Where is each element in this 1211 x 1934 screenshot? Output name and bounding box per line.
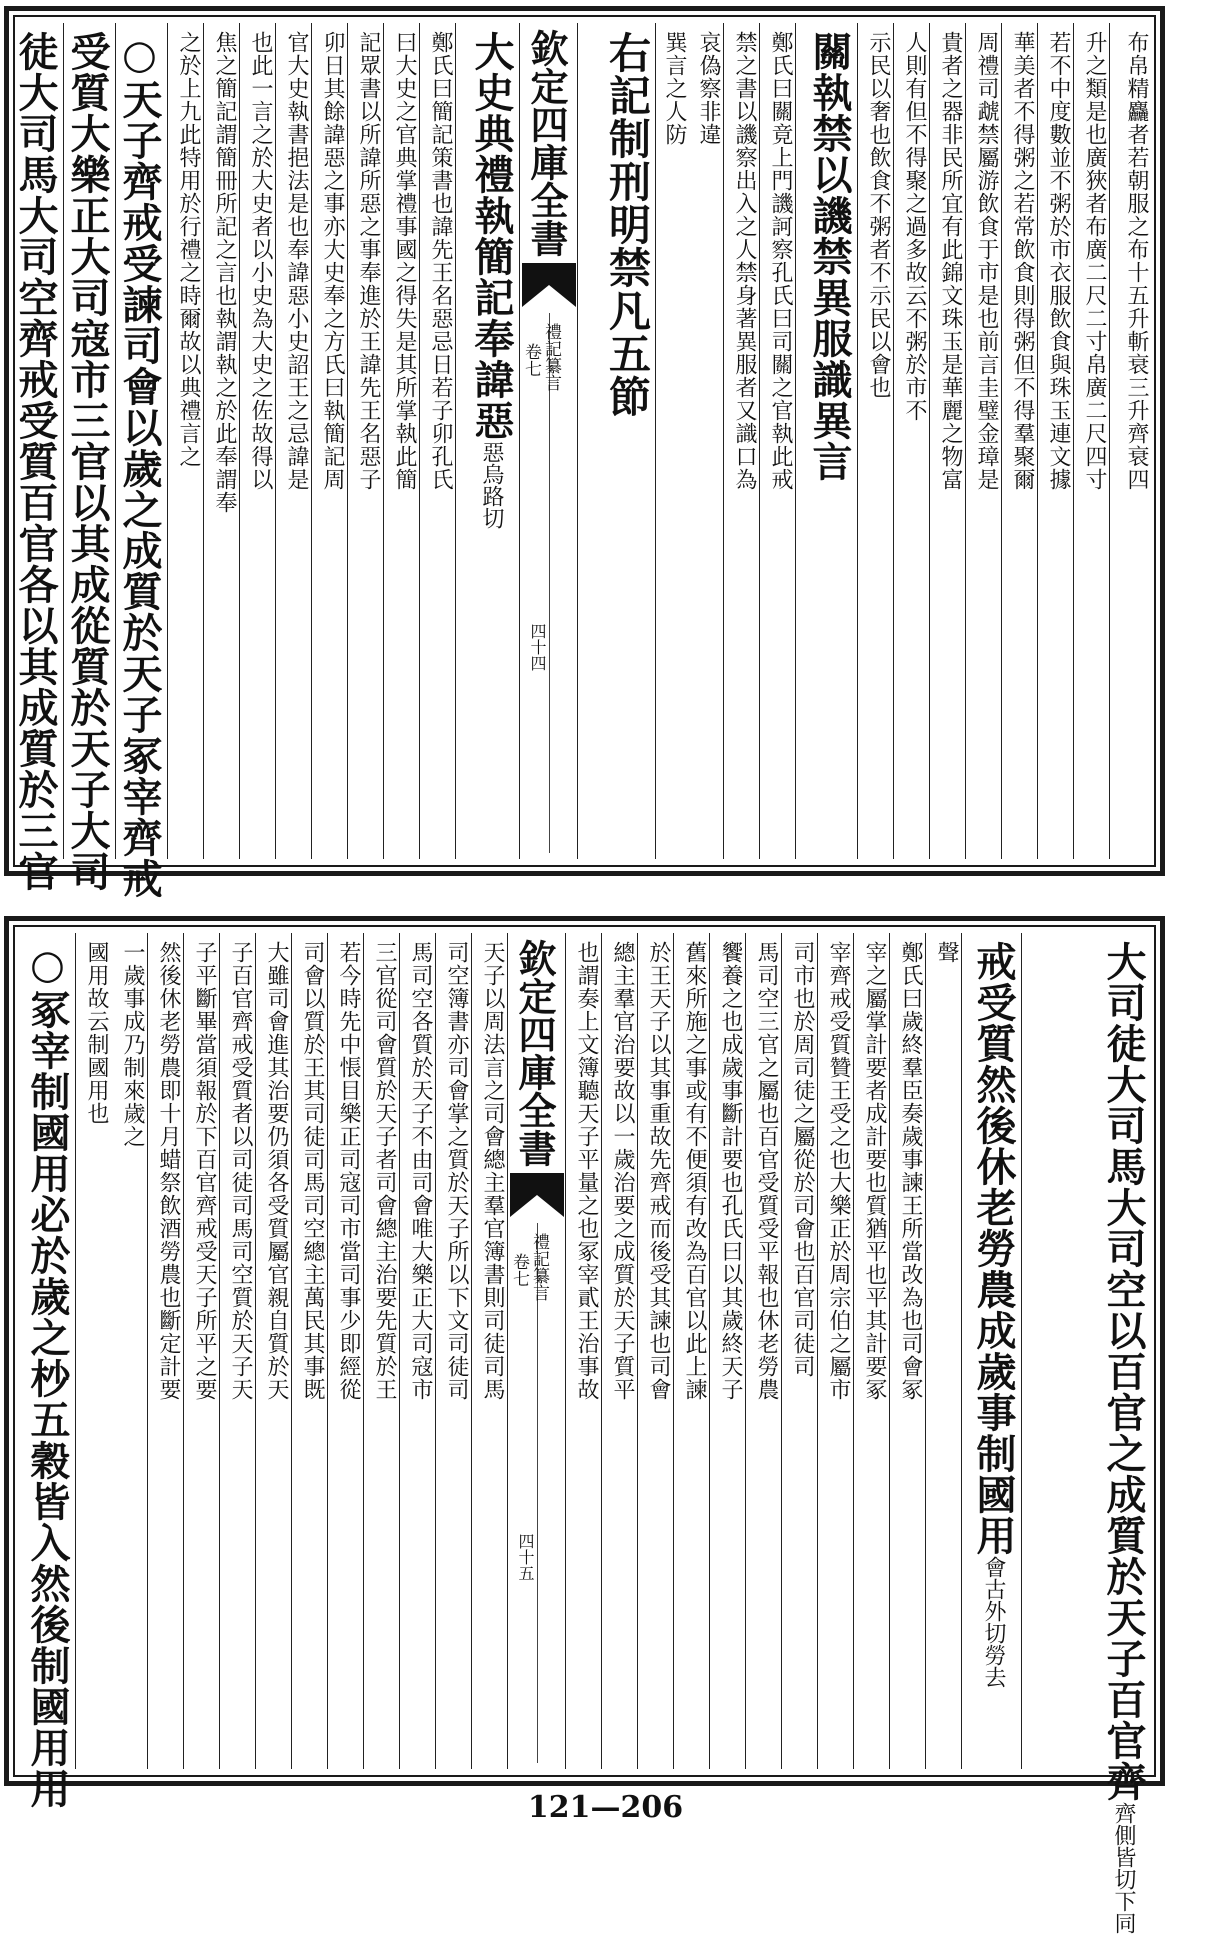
- commentary-column: 然後休老勞農即十月蜡祭飲酒勞農也斷定計要: [147, 933, 183, 1769]
- commentary-column: 大雖司會進其治要仍須各受質屬官親自質於天: [255, 933, 291, 1769]
- center-gutter: [507, 933, 565, 1769]
- commentary-column: 一歲事成乃制來歲之: [120, 941, 145, 1148]
- commentary-column: 子百官齊戒受質者以司徒司馬司空質於天子天: [219, 933, 255, 1769]
- commentary-column: 總主羣官治要故以一歲治要之成質於天子質平: [601, 933, 637, 1769]
- commentary-column: 也謂奏上文簿聽天子平量之也冢宰貳王治事故: [565, 933, 601, 1769]
- top-page-panel: [4, 6, 1165, 899]
- commentary-column: 華美者不得粥之若常飲食則得粥但不得羣聚爾: [1001, 23, 1037, 859]
- commentary-column: 若不中度數並不粥於市衣服飲食與珠玉連文據: [1037, 23, 1073, 859]
- commentary-column: 鄭氏曰簡記策書也諱先王名惡忌日若子卯孔氏: [419, 23, 455, 859]
- commentary-column: 國用故云制國用也: [75, 933, 111, 1769]
- text-column: 關執禁以譏禁異服識異言: [795, 23, 857, 859]
- text-column: [961, 933, 1021, 1769]
- commentary-column: 宰齊戒受質贊王受之也大樂正於周宗伯之屬市: [817, 933, 853, 1769]
- book-title: 禮記纂言: [541, 323, 561, 391]
- commentary-column: 焦之簡記謂簡冊所記之言也執謂執之於此奉謂奉: [203, 23, 239, 859]
- collection-title: 欽定四庫全書: [512, 939, 557, 1167]
- commentary-column: 人則有但不得聚之過多故云不粥於市不: [893, 23, 929, 859]
- commentary-column: 馬司空各質於天子不由司會唯大樂正大司寇市: [399, 933, 435, 1769]
- pronunciation-note: 會古外切勞去: [981, 1556, 1006, 1688]
- commentary-column: 禁之書以譏察出入之人禁身著異服者又識口為: [723, 23, 759, 859]
- commentary-column: 貴者之器非民所宜有此錦文珠玉是華麗之物富: [929, 23, 965, 859]
- volume-label: 卷七: [521, 343, 541, 377]
- commentary-column: 哀偽察非違: [696, 31, 721, 146]
- pronunciation-note: 齊側皆切下同: [1111, 1802, 1136, 1934]
- commentary-column: 官大史執書挹法是也奉諱惡小史詔王之忌諱是: [275, 23, 311, 859]
- collection-title: 欽定四庫全書: [524, 29, 569, 257]
- commentary-column: 鄭氏曰關竟上門譏訶察孔氏曰司關之官執此戒: [759, 23, 795, 859]
- commentary-column: 舊來所施之事或有不便須有改為百官以此上諫: [673, 933, 709, 1769]
- fishtail-mark-icon: [522, 263, 576, 307]
- gutter-line: [537, 1223, 538, 1763]
- commentary-column: 聲: [925, 933, 961, 1769]
- volume-label: 卷七: [509, 1253, 529, 1287]
- commentary-column: 司市也於周司徒之屬從於司會也百官司徒司: [781, 933, 817, 1769]
- commentary-column: 周禮司虣禁屬游飲食于市是也前言圭璧金璋是: [965, 23, 1001, 859]
- page-number: 四十五: [516, 1533, 535, 1581]
- commentary-column: 馬司空三官之屬也百官受質受平報也休老勞農: [745, 933, 781, 1769]
- commentary-column: 布帛精麤者若朝服之布十五升斬衰三升齊衰四: [1109, 23, 1151, 859]
- text-column: [1021, 933, 1151, 1934]
- gutter-line: [549, 313, 550, 853]
- text-column: 徒大司馬大司空齊戒受質百官各以其成質於三官: [12, 31, 59, 892]
- text-column: ○冢宰制國用必於歲之杪五穀皆入然後制國用用: [24, 941, 71, 1809]
- book-title: 禮記纂言: [529, 1233, 549, 1301]
- commentary-column: 於王天子以其事重故先齊戒而後受其諫也司會: [637, 933, 673, 1769]
- commentary-column: 天子以周法言之司會總主羣官簿書則司徒司馬: [471, 933, 507, 1769]
- commentary-column: 三官從司會質於天子者司會總主治要先質於王: [363, 933, 399, 1769]
- heading-text: 大史典禮執簡記奉諱惡: [468, 31, 515, 441]
- commentary-column: 子平斷畢當須報於下百官齊戒受天子所平之要: [183, 933, 219, 1769]
- main-text: 戒受質然後休老勞農成歲事制國用: [970, 941, 1017, 1556]
- main-text: 大司徒大司馬大司空以百官之成質於天子百官齊: [1100, 941, 1147, 1802]
- text-column: ○天子齊戒受諫司會以歲之成質於天子冢宰齊戒: [115, 23, 167, 859]
- commentary-column: 司空簿書亦司會掌之質於天子所以下文司徒司: [435, 933, 471, 1769]
- center-gutter: [519, 23, 577, 859]
- commentary-column: 升之類是也廣狹者布廣二尺二寸帛廣二尺四寸: [1073, 23, 1109, 859]
- commentary-column: 司會以質於王其司徒司馬司空總主萬民其事既: [291, 933, 327, 1769]
- commentary-column: 鄭氏曰歲終羣臣奏歲事諫王所當改為也司會冢: [889, 933, 925, 1769]
- commentary-column: 卯日其餘諱惡之事亦大史奉之方氏曰執簡記周: [311, 23, 347, 859]
- top-page-frame: [12, 15, 1156, 899]
- heading-column: [455, 23, 519, 859]
- commentary-column: 饗養之也成歲事斷計要也孔氏曰以其歲終天子: [709, 933, 745, 1769]
- text-column: 受質大樂正大司寇市三官以其成從質於天子大司: [63, 23, 115, 859]
- pronunciation-note: 惡烏路切: [479, 441, 504, 529]
- commentary-column: 示民以奢也飲食不粥者不示民以會也: [857, 23, 893, 859]
- commentary-column: 巽言之人防: [655, 23, 689, 859]
- commentary-column: 宰之屬掌計要者成計要也質猶平也平其計要冢: [853, 933, 889, 1769]
- commentary-column: 若今時先中悵目樂正司寇司市當司事少即經從: [327, 933, 363, 1769]
- commentary-column: 記眾書以所諱所惡之事奉進於王諱先王名惡子: [347, 23, 383, 859]
- section-summary-column: 右記制刑明禁凡五節: [577, 23, 655, 859]
- commentary-column: 曰大史之官典掌禮事國之得失是其所掌執此簡: [383, 23, 419, 859]
- page-number: 四十四: [528, 623, 547, 671]
- commentary-column: 之於上九此特用於行禮之時爾故以典禮言之: [167, 23, 203, 859]
- commentary-column: 也此一言之於大史者以小史為大史之佐故得以: [239, 23, 275, 859]
- fishtail-mark-icon: [510, 1173, 564, 1217]
- footer-page-number: 121—206: [527, 1790, 684, 1825]
